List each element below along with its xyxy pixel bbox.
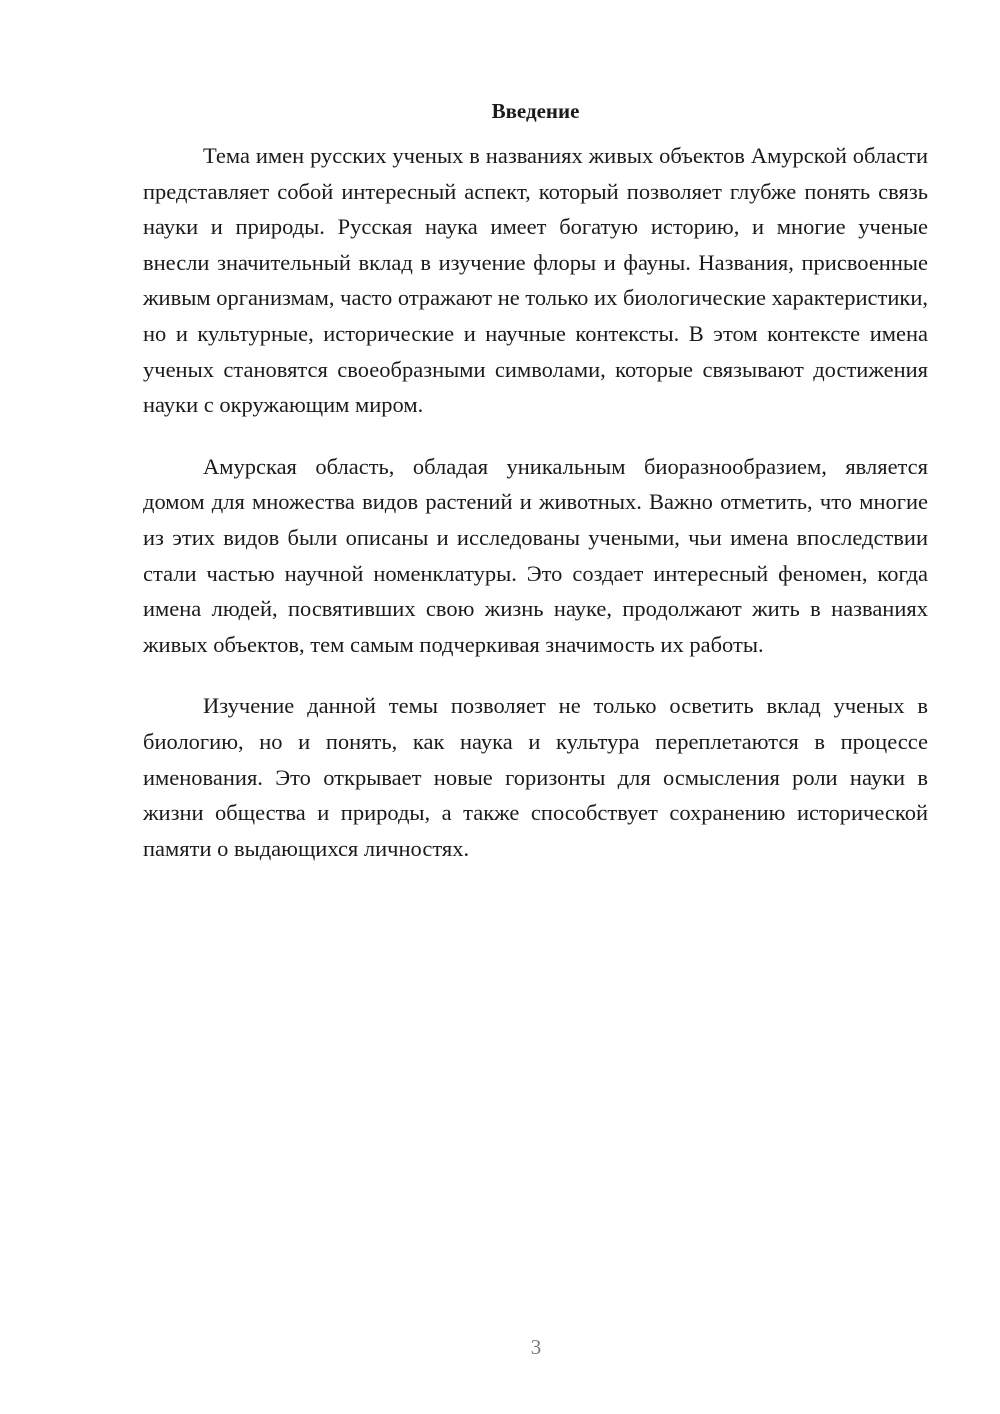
page-content: [143, 96, 928, 892]
paragraph-3: Изучение данной темы позволяет не только осветить вклад ученых в биологию, но и понять, как наука и культура переплетаются в процессе именования. Это открывает новые горизонты для осмысления роли науки в жизни общества и природы, а также способствует сохранению исторической памяти о выдающихся личностях.: [143, 693, 928, 861]
paragraph-1: Тема имен русских ученых в названиях живых объектов Амурской области представляет собой интересный аспект, который позволяет глубже понять связь науки и природы. Русская наука имеет богатую историю, и многие ученые внесли значительный вклад в изучение флоры и фауны. Названия, присвоенные живым организмам, часто отражают не только их биологические характеристики, но и культурные, исторические и научные контексты. В этом контексте имена ученых становятся своеобразными символами, которые связывают достижения науки с окружающим миром.: [143, 143, 928, 418]
section-heading: Введение: [491, 99, 580, 123]
page-number: 3: [530, 1335, 542, 1359]
paragraph-2: Амурская область, обладая уникальным биоразнообразием, является домом для множества видов растений и животных. Важно отметить, что многие из этих видов были описаны и исследованы учеными, чьи имена впоследствии стали частью научной номенклатуры. Это создает интересный феномен, когда имена людей, посвятивших свою жизнь науке, продолжают жить в названиях живых объектов, тем самым подчеркивая значимость их работы.: [143, 453, 928, 657]
